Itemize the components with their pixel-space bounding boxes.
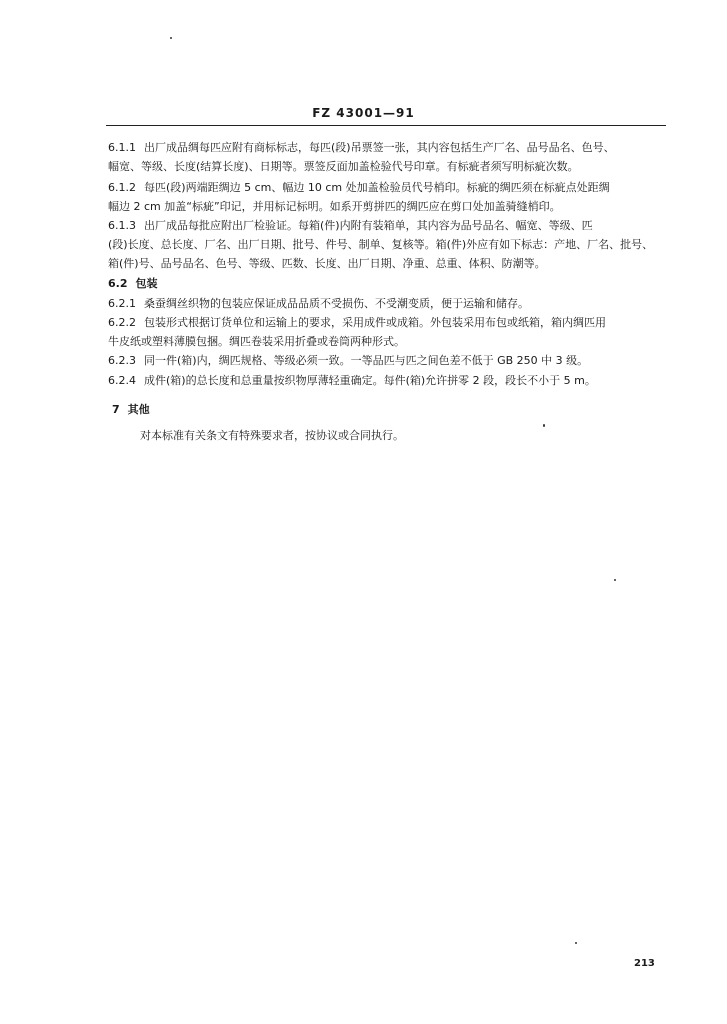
clause-text: 包装形式根据订货单位和运输上的要求，采用成件或成箱。外包装采用布包或纸箱，箱内绸匹用 <box>144 316 606 329</box>
clause-text-continued: 箱(件)号、品号品名、色号、等级、匹数、长度、出厂日期、净重、总重、体积、防潮等。 <box>108 257 546 270</box>
section-6-2-heading <box>108 274 668 293</box>
standard-code-header: FZ 43001—91 <box>312 106 415 120</box>
clause-number: 6.1.1 <box>108 141 136 154</box>
clause-number: 6.2.4 <box>108 374 136 387</box>
clause-6-2-3 <box>108 351 668 370</box>
clause-text: 出厂成品绸每匹应附有商标标志，每匹(段)吊票签一张，其内容包括生产厂名、品号品名、色号、 <box>144 141 615 154</box>
clause-6-1-2 <box>108 178 668 216</box>
section-number: 6.2 <box>108 277 128 290</box>
section-7-heading <box>112 400 672 419</box>
clause-text-continued: 幅边 2 cm 加盖“标疵”印记，并用标记标明。如系开剪拼匹的绸匹应在剪口处加盖骑缝梢印。 <box>108 200 561 213</box>
clause-text-continued: 牛皮纸或塑料薄膜包捆。绸匹卷装采用折叠或卷筒两种形式。 <box>108 335 405 348</box>
scan-speck <box>170 37 172 39</box>
clause-6-1-1 <box>108 138 668 176</box>
page-number: 213 <box>634 958 655 969</box>
clause-number: 6.2.2 <box>108 316 136 329</box>
scan-speck <box>614 579 616 581</box>
clause-6-2-1 <box>108 294 668 313</box>
clause-6-1-3 <box>108 216 668 273</box>
clause-6-2-2 <box>108 313 668 351</box>
clause-text-continued: 幅宽、等级、长度(结算长度)、日期等。票签反面加盖检验代号印章。有标疵者须写明标疵次数。 <box>108 160 579 173</box>
section-title: 包装 <box>135 277 158 290</box>
clause-text: 成件(箱)的总长度和总重量按织物厚薄轻重确定。每件(箱)允许拼零 2 段，段长不小于 5 m。 <box>144 374 596 387</box>
clause-text: 桑蚕绸丝织物的包装应保证成品品质不受损伤、不受潮变质，便于运输和储存。 <box>144 297 529 310</box>
section-title: 其他 <box>127 403 150 416</box>
section-7-body: 对本标准有关条文有特殊要求者，按协议或合同执行。 <box>140 429 404 442</box>
clause-text: 每匹(段)两端距绸边 5 cm、幅边 10 cm 处加盖检验员代号梢印。标疵的绸匹须在标疵点处距绸 <box>144 181 610 194</box>
clause-text-continued: (段)长度、总长度、厂名、出厂日期、批号、件号、制单、复核等。箱(件)外应有如下标志：产地、厂名、批号、 <box>108 238 654 251</box>
clause-text: 同一件(箱)内，绸匹规格、等级必须一致。一等品匹与匹之间色差不低于 GB 250 中 3 级。 <box>144 354 589 367</box>
scan-speck <box>575 942 577 944</box>
header-divider <box>106 125 666 126</box>
section-number: 7 <box>112 403 120 416</box>
clause-text: 出厂成品每批应附出厂检验证。每箱(件)内附有装箱单，其内容为品号品名、幅宽、等级、匹 <box>144 219 593 232</box>
clause-number: 6.1.2 <box>108 181 136 194</box>
clause-number: 6.1.3 <box>108 219 136 232</box>
scan-speck <box>543 424 545 427</box>
clause-number: 6.2.1 <box>108 297 136 310</box>
clause-6-2-4 <box>108 371 668 390</box>
clause-number: 6.2.3 <box>108 354 136 367</box>
